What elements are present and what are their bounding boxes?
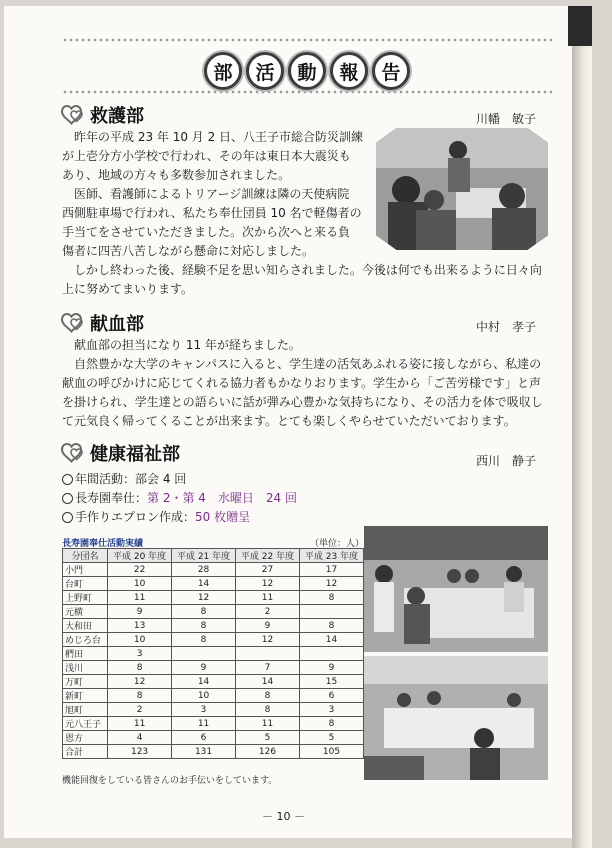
table-cell: 11: [236, 591, 300, 605]
paragraph-line: 医師、看護師によるトリアージ訓練は隣の天使病院: [74, 187, 350, 201]
circle-bullet-icon: [62, 512, 73, 523]
title-char: 活: [246, 52, 284, 90]
table-cell: [172, 647, 236, 661]
table-cell: 28: [172, 563, 236, 577]
paragraph-line: 献血の呼びかけに応じてくれる協力者もかなりおります。学生から「ご苦労様です」と声: [62, 376, 542, 390]
circle-bullet-icon: [62, 474, 73, 485]
table-row: [63, 689, 364, 703]
table-row: [63, 605, 364, 619]
section-title: 健康福祉部: [90, 444, 180, 465]
table-cell: 12: [236, 633, 300, 647]
table-cell: 14: [236, 675, 300, 689]
list-item-label: 年間活動：部会 4 回: [75, 472, 187, 486]
table-cell: 8: [236, 689, 300, 703]
heart-icon: [60, 312, 86, 334]
table-row: [63, 563, 364, 577]
title-bottom-border: [62, 90, 552, 94]
table-row-label: 小門: [63, 563, 108, 577]
table-cell: 105: [300, 745, 364, 759]
paragraph-line: しかし終わった後、経験不足を思い知らされました。今後は何でも出来るように日々向: [74, 263, 542, 277]
title-char: 告: [372, 52, 410, 90]
table-cell: [300, 647, 364, 661]
table-cell: 15: [300, 675, 364, 689]
table-row-label: 椚田: [63, 647, 108, 661]
table-unit: （単位：人）: [309, 539, 364, 549]
list-item: [62, 470, 297, 489]
photo-first-aid-training: [376, 128, 548, 250]
table-row: [63, 633, 364, 647]
table-cell: 14: [300, 633, 364, 647]
table-row: [63, 661, 364, 675]
page-corner-shadow: [568, 6, 592, 46]
table-row: [63, 731, 364, 745]
section-title: 救護部: [90, 106, 144, 127]
paragraph-line: 献血部の担当になり 11 年が経ちました。: [74, 338, 301, 352]
table-cell: 12: [300, 577, 364, 591]
table-body: [63, 563, 364, 759]
table-cell: 9: [300, 661, 364, 675]
section-heading-kenko-fukushi: [60, 440, 180, 466]
paragraph-line: 上に努めてまいります。: [62, 282, 194, 296]
table-row-label: 旭町: [63, 703, 108, 717]
table-cell: 9: [236, 619, 300, 633]
table-cell: 2: [108, 703, 172, 717]
section-author: 中村 孝子: [475, 320, 536, 334]
table-cell: 11: [172, 717, 236, 731]
table-row: [63, 619, 364, 633]
table-row: [63, 717, 364, 731]
table-header-cell: 平成 21 年度: [172, 549, 236, 563]
table-cell: 3: [300, 703, 364, 717]
section-author: 川幡 敏子: [475, 112, 536, 126]
table-cell: 8: [300, 619, 364, 633]
table-row-label: 恩方: [63, 731, 108, 745]
section-title: 献血部: [90, 314, 144, 335]
table-cell: 8: [300, 717, 364, 731]
list-item-highlight: 50 枚贈呈: [195, 510, 251, 524]
table-header-cell: 平成 23 年度: [300, 549, 364, 563]
table-row-label: 上野町: [63, 591, 108, 605]
paragraph-line: 自然豊かな大学のキャンパスに入ると、学生達の活気あふれる姿に接しながら、私達の: [74, 357, 542, 371]
table-cell: 6: [300, 689, 364, 703]
table-header-cell: 平成 20 年度: [108, 549, 172, 563]
table-row: [63, 577, 364, 591]
table-cell: 8: [236, 703, 300, 717]
paragraph-line: 手当てをさせていただきました。次から次へと来る負: [62, 225, 351, 239]
table-cell: 8: [172, 633, 236, 647]
table-cell: 8: [108, 661, 172, 675]
table-cell: 22: [108, 563, 172, 577]
table-row-label: めじろ台: [63, 633, 108, 647]
table-row-label: 元横: [63, 605, 108, 619]
title-char: 動: [288, 52, 326, 90]
table-row-label: 元八王子: [63, 717, 108, 731]
table-row-label: 新町: [63, 689, 108, 703]
list-item-highlight: 第 2・第 4 水曜日 24 回: [147, 491, 297, 505]
table-cell: 8: [172, 605, 236, 619]
heart-icon: [60, 104, 86, 126]
paragraph-line: を掛けられ、学生達との語らいに話が弾み心豊かな気持ちになり、その活力を体で吸収し: [62, 395, 543, 409]
section-heading-kenketsu: [60, 310, 144, 336]
table-row-label: 台町: [63, 577, 108, 591]
table-row-label: 合計: [63, 745, 108, 759]
circle-bullet-icon: [62, 493, 73, 504]
table-cell: 12: [172, 591, 236, 605]
table-row: [63, 647, 364, 661]
table-cell: 17: [300, 563, 364, 577]
activity-list: [62, 470, 297, 527]
table-cell: 9: [108, 605, 172, 619]
table-cell: 12: [108, 675, 172, 689]
table-cell: 14: [172, 675, 236, 689]
table-title: 長寿園奉仕活動実績: [62, 539, 144, 549]
table-cell: [300, 605, 364, 619]
table-row-label: 万町: [63, 675, 108, 689]
table-cell: 8: [172, 619, 236, 633]
table-footnote: 機能回復をしている皆さんのお手伝いをしています。: [62, 776, 278, 786]
table-cell: 4: [108, 731, 172, 745]
table-cell: 9: [172, 661, 236, 675]
table-cell: 13: [108, 619, 172, 633]
table-cell: [236, 647, 300, 661]
paragraph-line: 西側駐車場で行われ、私たち奉仕団員 10 名で軽傷者の: [62, 206, 362, 220]
page-number: － 10 －: [262, 810, 305, 823]
table-row: [63, 745, 364, 759]
table-cell: 5: [236, 731, 300, 745]
table-cell: 3: [172, 703, 236, 717]
photo-nursing-home-1: [364, 526, 548, 652]
list-item-label: 手作りエプロン作成：: [75, 510, 196, 524]
list-item-label: 長寿園奉仕：: [75, 491, 148, 505]
table-row: [63, 703, 364, 717]
table-cell: 11: [236, 717, 300, 731]
table-cell: 10: [108, 633, 172, 647]
table-cell: 12: [236, 577, 300, 591]
table-cell: 5: [300, 731, 364, 745]
document-page: [4, 6, 592, 838]
table-cell: 131: [172, 745, 236, 759]
table-cell: 10: [172, 689, 236, 703]
table-cell: 14: [172, 577, 236, 591]
photo-nursing-home-2: [364, 656, 548, 780]
paragraph-line: 傷者に四苦八苦しながら懸命に対応しました。: [62, 244, 315, 258]
table-cell: 3: [108, 647, 172, 661]
table-cell: 8: [108, 689, 172, 703]
table-row-label: 浅川: [63, 661, 108, 675]
table-cell: 6: [172, 731, 236, 745]
paragraph-line: て元気良く帰ってくることが出来ます。とても楽しくやらせていただいております。: [62, 414, 516, 428]
table-cell: 27: [236, 563, 300, 577]
table-cell: 10: [108, 577, 172, 591]
paragraph-line: が上壱分方小学校で行われ、その年は東日本大震災も: [62, 149, 351, 163]
table-cell: 2: [236, 605, 300, 619]
list-item: [62, 508, 297, 527]
table-cell: 8: [300, 591, 364, 605]
section-heading-kyugo: [60, 102, 144, 128]
table-row-label: 大和田: [63, 619, 108, 633]
table-row: [63, 591, 364, 605]
table-header-cell: 分団名: [63, 549, 108, 563]
title-char: 部: [204, 52, 242, 90]
paragraph-line: 昨年の平成 23 年 10 月 2 日、八王子市総合防災訓練: [74, 130, 364, 144]
table-row: [63, 675, 364, 689]
table-header-row: [63, 549, 364, 563]
table-cell: 126: [236, 745, 300, 759]
heart-icon: [60, 442, 86, 464]
table-header-cell: 平成 22 年度: [236, 549, 300, 563]
page-title: [204, 52, 410, 90]
title-top-border: [62, 38, 552, 42]
book-spine: [572, 6, 592, 848]
table-cell: 123: [108, 745, 172, 759]
paragraph-line: あり、地域の方々も多数参加されました。: [62, 168, 291, 182]
table-cell: 11: [108, 717, 172, 731]
table-cell: 7: [236, 661, 300, 675]
activity-table: [62, 548, 364, 759]
title-char: 報: [330, 52, 368, 90]
section-author: 西川 静子: [475, 454, 536, 468]
table-cell: 11: [108, 591, 172, 605]
list-item: [62, 489, 297, 508]
